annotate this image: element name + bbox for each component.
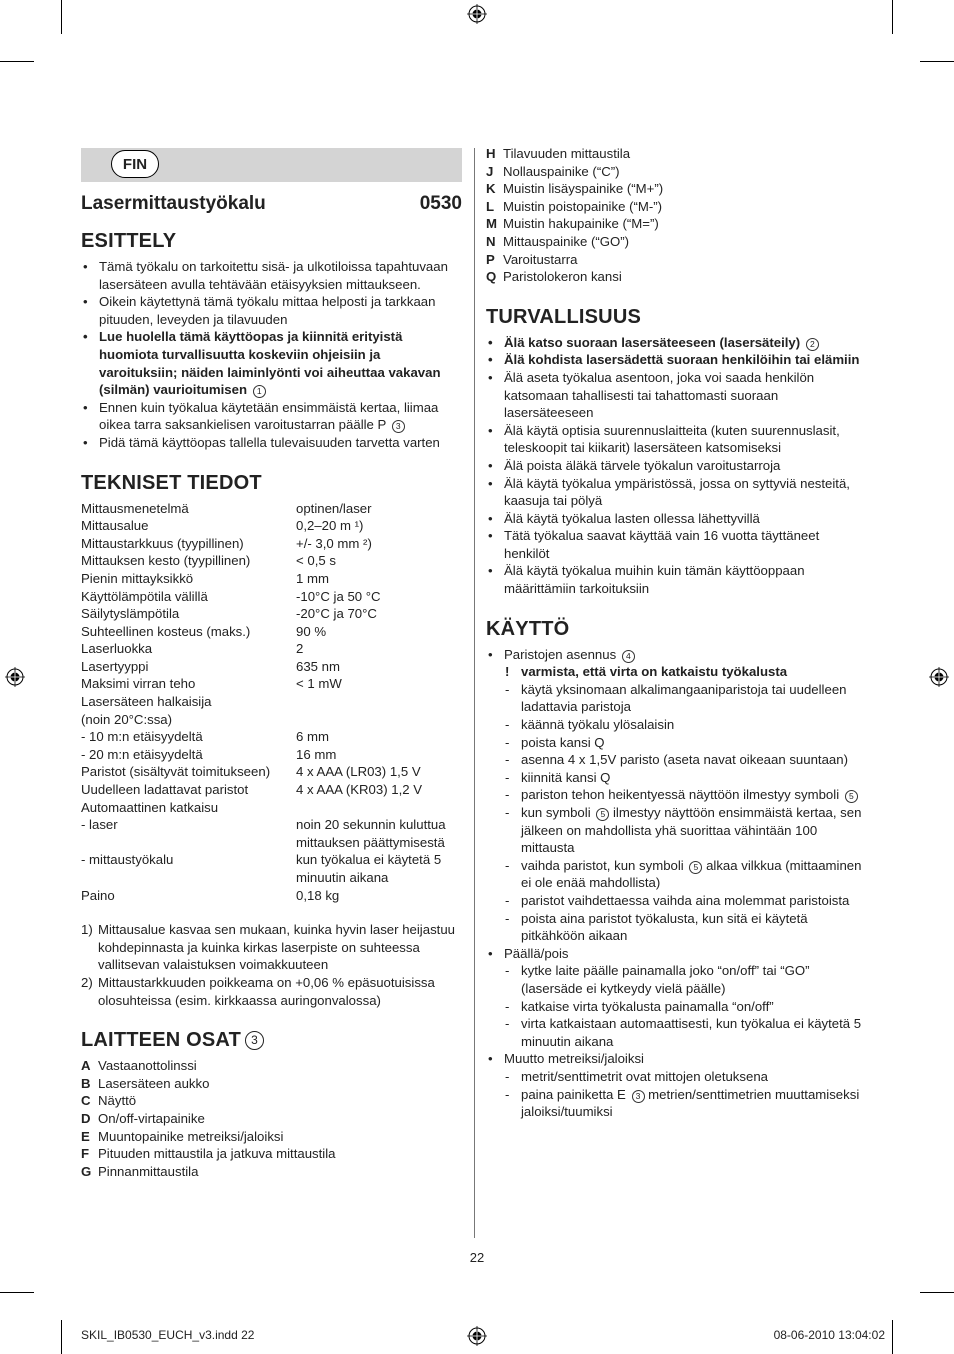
usage-steps [486, 962, 866, 1050]
figure-ref-badge: 5 [689, 861, 702, 874]
spec-value: -20°C ja 70°C [296, 606, 377, 622]
usage-step: - virta katkaistaan automaattisesti, kun työkalua ei käytetä 5 minuutin aikana [486, 1015, 866, 1050]
section-heading-esittely: ESITTELY [81, 230, 177, 252]
registration-mark-icon [929, 667, 949, 687]
part-item [81, 1110, 462, 1128]
footer-timestamp: 08-06-2010 13:04:02 [773, 1328, 885, 1342]
section-heading-laitteen: LAITTEEN OSAT 3 [81, 1027, 462, 1053]
part-label: Varoitustarra [503, 251, 578, 267]
spec-value: +/- 3,0 mm ²) [296, 535, 372, 551]
part-item [81, 1075, 462, 1093]
spec-label: Automaattinen katkaisu [81, 799, 219, 815]
footnote-text: Mittaustarkkuuden poikkeama on +0,06 % epäsuotuisissa olosuhteissa (esim. kirkkaassa auringonvalossa) [98, 974, 435, 1008]
safety-list [486, 334, 866, 598]
part-item [81, 1163, 462, 1181]
part-item [81, 1057, 462, 1075]
spec-label: Mittausalue [81, 518, 149, 534]
part-label: Muistin hakupainike (“M=”) [503, 216, 659, 232]
section-heading-turvallisuus: TURVALLISUUS [486, 305, 641, 328]
spec-value: 4 x AAA (KR03) 1,2 V [296, 782, 423, 798]
language-bar [81, 148, 462, 182]
list-item: • Älä kohdista lasersädettä suoraan henkilöihin tai elämiin [486, 351, 866, 369]
spec-value: 635 nm [296, 658, 340, 674]
part-key: M [486, 216, 497, 232]
spec-label: Maksimi virran teho [81, 676, 196, 692]
usage-step: - poista kansi Q [486, 734, 866, 752]
spec-value: 0,18 kg [296, 887, 340, 903]
spec-table [81, 500, 462, 905]
usage-step: - metrit/senttimetrit ovat mittojen oletuksena [486, 1068, 866, 1086]
part-item [486, 163, 866, 181]
part-key: E [81, 1128, 90, 1144]
spec-value: 6 mm [296, 729, 329, 745]
part-key: J [486, 163, 494, 179]
part-key: K [486, 181, 496, 197]
part-label: Muistin poistopainike (“M-”) [503, 198, 663, 214]
spec-label: Uudelleen ladattavat paristot [81, 782, 249, 798]
spec-label: Käyttölämpötila välillä [81, 588, 208, 604]
part-key: P [486, 251, 495, 267]
spec-value [296, 799, 462, 817]
part-label: Lasersäteen aukko [98, 1075, 210, 1091]
list-item: • Lue huolella tämä käyttöopas ja kiinnitä erityistä huomiota turvallisuutta koskeviin ohjeisiin ja varoituksiin; näiden laiminlyönti voi aiheuttaa vakavan (silmän) vaurioitumisen 1 [81, 328, 462, 398]
figure-ref-badge: 3 [632, 1090, 645, 1103]
spec-notes [81, 921, 462, 1009]
part-label: Pinnanmittaustila [98, 1163, 199, 1179]
part-label: Paristolokeron kansi [503, 269, 622, 285]
parts-list-continued [486, 145, 866, 286]
list-item: • Älä käytä työkalua muihin kuin tämän käyttöoppaan määrittämiin tarkoituksiin [486, 562, 866, 597]
list-item: • Älä poista äläkä tärvele työkalun varoitustarroja [486, 457, 866, 475]
list-item: • Älä käytä työkalua lasten ollessa lähettyvillä [486, 510, 866, 528]
part-item [81, 1128, 462, 1146]
part-item [486, 251, 866, 269]
spec-label: Mittauksen kesto (tyypillinen) [81, 553, 251, 569]
usage-step: - kiinnitä kansi Q [486, 769, 866, 787]
spec-label: Paristot (sisältyvät toimitukseen) [81, 764, 271, 780]
list-item: • Tämä työkalu on tarkoitettu sisä- ja ulkotiloissa tapahtuvaan lasersäteen avulla tehtävään etäisyyksien mittaukseen. [81, 258, 462, 293]
part-label: Vastaanottolinssi [98, 1058, 197, 1074]
spec-value: 2 [296, 641, 304, 657]
spec-label: Suhteellinen kosteus (maks.) [81, 623, 251, 639]
column-divider [474, 148, 475, 1238]
crop-mark [892, 0, 893, 34]
page-number: 22 [469, 1250, 485, 1265]
section-heading-kaytto: KÄYTTÖ [486, 617, 570, 640]
spec-value: kun työkalua ei käytetä 5 minuutin aikana [296, 852, 442, 885]
part-key: L [486, 198, 495, 214]
part-label: Mittauspainike (“GO”) [503, 233, 630, 249]
usage-step: - asenna 4 x 1,5V paristo (aseta navat oikeaan suuntaan) [486, 751, 866, 769]
part-key: H [486, 146, 496, 161]
list-item: • Älä käytä optisia suurennuslaitteita (kuten suurennuslasit, teleskoopit tai kiikarit) lasersäteen katsomiseksi [486, 422, 866, 457]
part-item [486, 268, 866, 286]
usage-step: - katkaise virta työkalusta painamalla “on/off” [486, 998, 866, 1016]
usage-steps [486, 663, 866, 945]
usage-group: • Paristojen asennus 4 ! varmista, että virta on katkaistu työkalusta - käytä yksinomaan alkalimangaaniparistoja tai uudelleen ladattavia paristoja - käännä työkalu ylösalaisin - poista kansi Q - asenna 4 x 1,5V paristo (aseta navat oikeaan suuntaan) - kiinnitä kansi Q - pariston tehon heikentyessä näyttöön ilmestyy symboli 5 - kun symboli 5 ilmestyy näyttöön ensimmäistä kertaa, sen jälkeen on mahdollista yhä suorittaa vähintään 100 mittausta - vaihda paristot, kun symboli 5 alkaa vilkkua (mittaaminen ei ole enää mahdollista) - paristot vaihdettaessa vaihda aina molemmat paristoista - poista aina paristot työkalusta, kun sitä ei käytetä pitkähköön aikaan [486, 646, 866, 945]
spec-value: < 0,5 s [296, 553, 336, 569]
product-model: 0530 [419, 193, 462, 214]
spec-label: - 20 m:n etäisyydeltä [81, 746, 203, 762]
part-item [486, 145, 866, 163]
spec-value [296, 693, 462, 711]
part-item [81, 1145, 462, 1163]
spec-label: Pienin mittayksikkö [81, 570, 194, 586]
spec-label: - mittaustyökalu [81, 852, 174, 868]
usage-step: ! varmista, että virta on katkaistu työkalusta [486, 663, 866, 681]
list-item: • Älä aseta työkalua asentoon, joka voi saada henkilön katsomaan tahallisesti tai tahattomasti suoraan lasersäteeseen [486, 369, 866, 422]
usage-step: - käännä työkalu ylösalaisin [486, 716, 866, 734]
footnote-text: Mittausalue kasvaa sen mukaan, kuinka hyvin laser heijastuu kohdepinnasta ja kuinka kirkas laserpiste on suhteessa vallitsevan valaistuksen voimakkuuteen [98, 922, 455, 973]
usage-step: - paina painiketta E 3 metrien/senttimetrien muuttamiseksi jaloiksi/tuumiksi [486, 1086, 866, 1121]
crop-mark [892, 1320, 893, 1354]
spec-value: -10°C ja 50 °C [296, 588, 381, 604]
spec-label: Laserluokka [81, 641, 153, 657]
part-key: A [81, 1058, 91, 1074]
part-item [486, 180, 866, 198]
spec-label: Lasersäteen halkaisija [81, 694, 212, 710]
right-column [486, 145, 866, 1121]
spec-value: 90 % [296, 623, 327, 639]
list-item: • Älä katso suoraan lasersäteeseen (lasersäteily) 2 [486, 334, 866, 352]
crop-mark [0, 61, 34, 62]
figure-ref-badge: 3 [245, 1031, 264, 1050]
spec-label: - 10 m:n etäisyydeltä [81, 729, 203, 745]
spec-value [296, 711, 462, 729]
crop-mark [920, 1292, 954, 1293]
list-item: • Tätä työkalua saavat käyttää vain 16 vuotta täyttäneet henkilöt [486, 527, 866, 562]
list-item: • Oikein käytettynä tämä työkalu mittaa helposti ja tarkkaan pituuden, leveyden ja tilavuuden [81, 293, 462, 328]
part-label: Tilavuuden mittaustila [503, 146, 631, 161]
usage-step: - paristot vaihdettaessa vaihda aina molemmat paristoista [486, 892, 866, 910]
registration-mark-icon [5, 667, 25, 687]
usage-list [486, 646, 866, 1121]
usage-step: - kytke laite päälle painamalla joko “on/off” tai “GO” (lasersäde ei kytkeydy vielä päälle) [486, 962, 866, 997]
figure-ref-badge: 3 [392, 420, 405, 433]
spec-value: 0,2–20 m ¹) [296, 518, 364, 534]
usage-step: - käytä yksinomaan alkalimangaaniparistoja tai uudelleen ladattavia paristoja [486, 681, 866, 716]
usage-step: - poista aina paristot työkalusta, kun sitä ei käytetä pitkähköön aikaan [486, 910, 866, 945]
footnote-number: 1) [81, 922, 93, 938]
spec-value: < 1 mW [296, 676, 342, 692]
list-item: • Ennen kuin työkalua käytetään ensimmäistä kertaa, liimaa oikea tarra saksankielisen varoitustarran päälle P 3 [81, 399, 462, 434]
spec-value: optinen/laser [296, 500, 372, 516]
registration-mark-icon [467, 1326, 487, 1346]
part-label: Muuntopainike metreiksi/jaloiksi [98, 1128, 284, 1144]
crop-mark [0, 1292, 34, 1293]
figure-ref-badge: 2 [806, 338, 819, 351]
spec-value: 16 mm [296, 746, 337, 762]
part-key: G [81, 1163, 92, 1179]
figure-ref-badge: 4 [622, 650, 635, 663]
spec-value: 4 x AAA (LR03) 1,5 V [296, 764, 421, 780]
spec-label: - laser [81, 817, 118, 833]
footnote-number: 2) [81, 974, 93, 990]
spec-value: noin 20 sekunnin kuluttua mittauksen päättymisestä [296, 817, 446, 850]
spec-value: 1 mm [296, 570, 329, 586]
language-badge: FIN [111, 150, 159, 178]
part-key: N [486, 233, 496, 249]
parts-list [81, 1057, 462, 1180]
spec-label: Lasertyyppi [81, 658, 149, 674]
list-item: • Älä käytä työkalua ympäristössä, jossa on syttyviä nesteitä, kaasuja tai pölyä [486, 475, 866, 510]
spec-label: Säilytyslämpötila [81, 606, 180, 622]
registration-mark-icon [467, 4, 487, 24]
left-column [81, 192, 462, 1180]
footnote [81, 921, 462, 974]
part-item [486, 233, 866, 251]
part-label: Muistin lisäyspainike (“M+”) [503, 181, 664, 197]
usage-group: • Muutto metreiksi/jaloiksi - metrit/senttimetrit ovat mittojen oletuksena - paina painiketta E 3 metrien/senttimetrien muuttamiseksi jaloiksi/tuumiksi [486, 1050, 866, 1120]
section-heading-tekniset: TEKNISET TIEDOT [81, 471, 262, 494]
part-key: Q [486, 269, 497, 285]
document-title [81, 192, 462, 216]
usage-step: - kun symboli 5 ilmestyy näyttöön ensimmäistä kertaa, sen jälkeen on mahdollista yhä suorittaa vähintään 100 mittausta [486, 804, 866, 857]
part-label: Pituuden mittaustila ja jatkuva mittaustila [98, 1146, 336, 1162]
usage-step: - vaihda paristot, kun symboli 5 alkaa vilkkua (mittaaminen ei ole enää mahdollista) [486, 857, 866, 892]
footnote [81, 974, 462, 1009]
part-key: F [81, 1146, 90, 1162]
part-key: B [81, 1075, 91, 1091]
part-key: C [81, 1093, 91, 1109]
part-label: On/off-virtapainike [98, 1110, 205, 1126]
part-label: Näyttö [98, 1093, 137, 1109]
part-item [486, 215, 866, 233]
figure-ref-badge: 5 [845, 790, 858, 803]
crop-mark [61, 0, 62, 34]
spec-label: Paino [81, 887, 115, 903]
part-item [486, 198, 866, 216]
spec-label: Mittausmenetelmä [81, 500, 189, 516]
spec-label: (noin 20°C:ssa) [81, 711, 173, 727]
figure-ref-badge: 1 [253, 385, 266, 398]
crop-mark [920, 61, 954, 62]
figure-ref-badge: 5 [596, 808, 609, 821]
usage-step: - pariston tehon heikentyessä näyttöön ilmestyy symboli 5 [486, 786, 866, 804]
usage-group: • Päällä/pois - kytke laite päälle painamalla joko “on/off” tai “GO” (lasersäde ei kytkeydy vielä päälle) - katkaise virta työkalusta painamalla “on/off” - virta katkaistaan automaattisesti, kun työkalua ei käytetä 5 minuutin aikana [486, 945, 866, 1051]
part-item [81, 1092, 462, 1110]
footer-filename: SKIL_IB0530_EUCH_v3.indd 22 [81, 1328, 255, 1342]
product-name: Lasermittaustyökalu [81, 193, 266, 214]
esittely-list [81, 258, 462, 452]
list-item: • Pidä tämä käyttöopas tallella tulevaisuuden tarvetta varten [81, 434, 462, 452]
spec-label: Mittaustarkkuus (tyypillinen) [81, 535, 244, 551]
part-label: Nollauspainike (“C”) [503, 163, 620, 179]
part-key: D [81, 1110, 91, 1126]
usage-steps [486, 1068, 866, 1121]
crop-mark [61, 1320, 62, 1354]
